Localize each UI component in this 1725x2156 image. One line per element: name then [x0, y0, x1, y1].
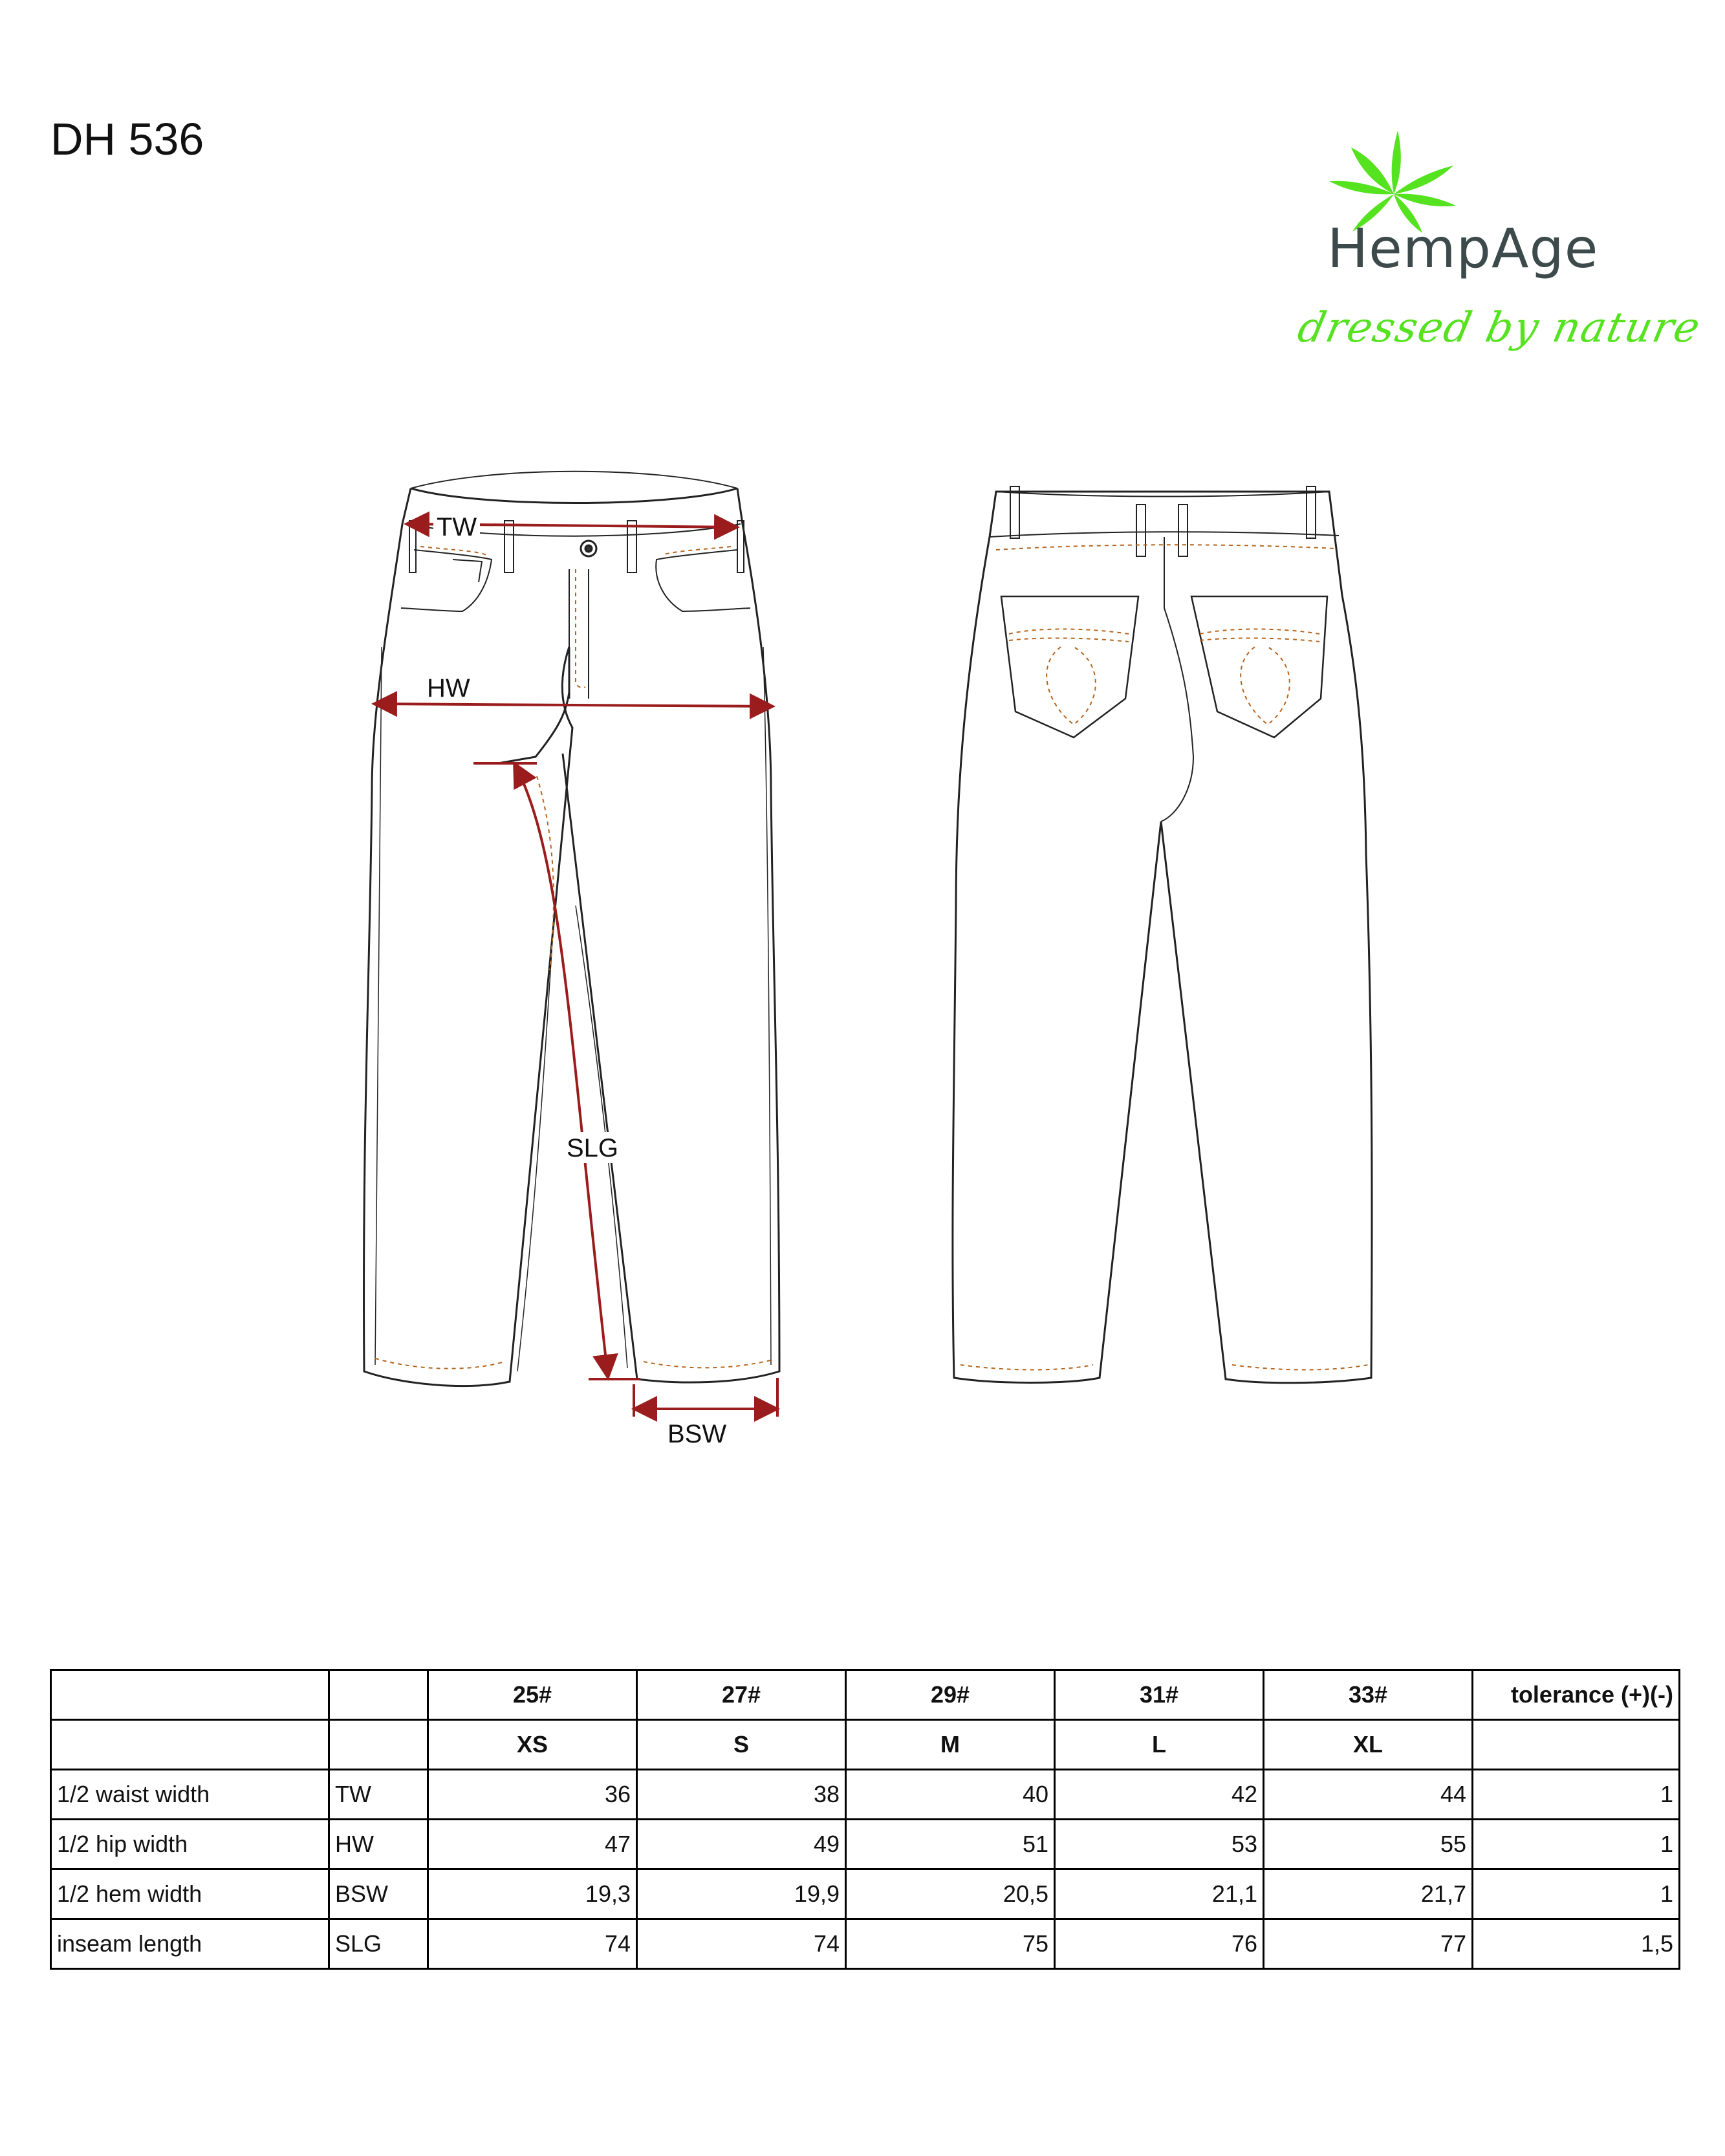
hw-arrow [374, 704, 773, 706]
measure-value: 19,3 [428, 1869, 637, 1919]
measure-value: 42 [1055, 1770, 1264, 1820]
style-number: DH 536 [50, 114, 204, 164]
measure-value: 40 [846, 1770, 1055, 1820]
measure-label: 1/2 hip width [51, 1820, 329, 1869]
table-row [51, 1770, 1680, 1820]
measure-value: 19,9 [637, 1869, 846, 1919]
measure-value: 20,5 [846, 1869, 1055, 1919]
size-number: 25# [428, 1670, 637, 1720]
back-view [953, 486, 1372, 1383]
measure-value: 55 [1264, 1820, 1473, 1869]
measure-value: 74 [428, 1919, 637, 1969]
measure-value: 38 [637, 1770, 846, 1820]
tolerance-value: 1 [1473, 1869, 1680, 1919]
tolerance-header: tolerance (+)(-) [1473, 1670, 1680, 1720]
brand-tagline: dressed by nature [1294, 304, 1706, 352]
measure-value: 77 [1264, 1919, 1473, 1969]
tolerance-value: 1 [1473, 1820, 1680, 1869]
measure-value: 44 [1264, 1770, 1473, 1820]
table-row [51, 1919, 1680, 1969]
measure-value: 21,7 [1264, 1869, 1473, 1919]
size-number-row [51, 1670, 1680, 1720]
size-number: 27# [637, 1670, 846, 1720]
size-letter: M [846, 1720, 1055, 1770]
measure-value: 51 [846, 1820, 1055, 1869]
measure-code: TW [329, 1770, 428, 1820]
measure-value: 47 [428, 1820, 637, 1869]
measure-value: 53 [1055, 1820, 1264, 1869]
size-letter: L [1055, 1720, 1264, 1770]
size-number: 33# [1264, 1670, 1473, 1720]
measure-value: 74 [637, 1919, 846, 1969]
hw-label: HW [427, 674, 470, 702]
tolerance-value: 1 [1473, 1770, 1680, 1820]
size-number: 29# [846, 1670, 1055, 1720]
measure-label: 1/2 hem width [51, 1869, 329, 1919]
measure-value: 36 [428, 1770, 637, 1820]
front-stitching [375, 547, 773, 1369]
tolerance-value: 1,5 [1473, 1919, 1680, 1969]
table-row [51, 1820, 1680, 1869]
measure-code: BSW [329, 1869, 428, 1919]
size-spec-table [50, 1669, 1680, 1970]
measure-value: 49 [637, 1820, 846, 1869]
front-view [364, 472, 779, 1386]
brand-name: HempAge [1327, 217, 1599, 280]
size-letter: XS [428, 1720, 637, 1770]
measure-label: inseam length [51, 1919, 329, 1969]
measure-value: 21,1 [1055, 1869, 1264, 1919]
measure-value: 76 [1055, 1919, 1264, 1969]
bsw-label: BSW [667, 1420, 727, 1448]
measure-value: 75 [846, 1919, 1055, 1969]
table-row [51, 1869, 1680, 1919]
tw-label: TW [437, 513, 477, 541]
slg-label: SLG [567, 1134, 619, 1162]
size-letter: S [637, 1720, 846, 1770]
measure-code: SLG [329, 1919, 428, 1969]
technical-drawing [0, 453, 1725, 1475]
measure-code: HW [329, 1820, 428, 1869]
size-number: 31# [1055, 1670, 1264, 1720]
size-letter-row [51, 1720, 1680, 1770]
back-stitching [960, 545, 1368, 1369]
measure-label: 1/2 waist width [51, 1770, 329, 1820]
size-letter: XL [1264, 1720, 1473, 1770]
